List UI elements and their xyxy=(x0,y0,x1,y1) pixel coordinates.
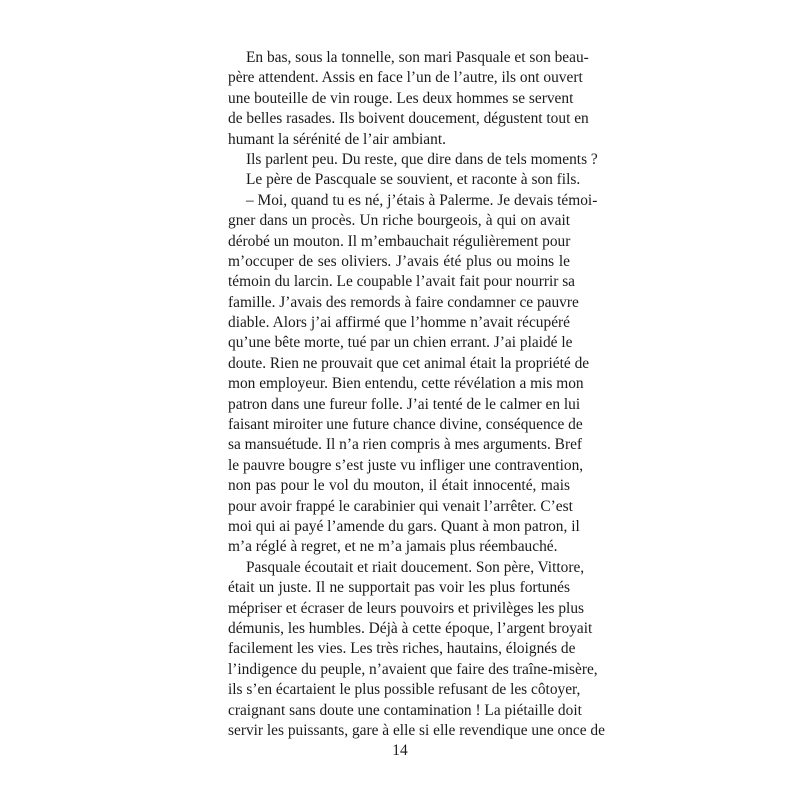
paragraph xyxy=(228,170,581,190)
text-line: – Moi, quand tu es né, j’étais à Palerme. Je devais témoi- xyxy=(246,191,598,209)
paragraph xyxy=(228,150,598,170)
text-line: m’a réglé à regret, et ne m’a jamais plus réembauché. xyxy=(228,538,558,556)
text-line: faisant miroiter une future chance divine, conséquence de xyxy=(228,416,583,434)
paragraph xyxy=(228,558,605,742)
text-line: moi qui ai payé l’amende du gars. Quant à mon patron, il xyxy=(228,517,580,535)
text-line: Ils parlent peu. Du reste, que dire dans de tels moments ? xyxy=(246,150,598,168)
text-line: famille. J’avais des remords à faire condamner ce pauvre xyxy=(228,293,579,311)
text-line: le pauvre bougre s’est juste vu infliger une contravention, xyxy=(228,456,584,474)
text-line: Pasquale écoutait et riait doucement. Son père, Vittore, xyxy=(246,558,585,576)
text-line: ils s’en écartaient le plus possible refusant de les côtoyer, xyxy=(228,681,581,699)
text-line: gner dans un procès. Un riche bourgeois, à qui on avait xyxy=(228,212,570,230)
text-line: témoin du larcin. Le coupable l’avait fait pour nourrir sa xyxy=(228,273,576,291)
text-line: pour avoir frappé le carabinier qui venait l’arrêter. C’est xyxy=(228,497,573,515)
text-line: qu’une bête morte, tué par un chien errant. J’ai plaidé le xyxy=(228,334,573,352)
paragraph xyxy=(228,48,589,150)
text-line: dérobé un mouton. Il m’embauchait régulièrement pour xyxy=(228,232,571,250)
text-line: m’occuper de ses oliviers. J’avais été plus ou moins le xyxy=(228,252,570,270)
text-line: père attendent. Assis en face l’un de l’autre, ils ont ouvert xyxy=(228,69,583,87)
text-line: doute. Rien ne prouvait que cet animal était la propriété de xyxy=(228,354,590,372)
page-number: 14 xyxy=(392,742,408,759)
text-line: l’indigence du peuple, n’avaient que faire des traîne-misère, xyxy=(228,660,598,678)
text-line: En bas, sous la tonnelle, son mari Pasquale et son beau- xyxy=(246,49,589,66)
text-line: de belles rasades. Ils boivent doucement, dégustent tout en xyxy=(228,110,589,128)
text-line: craignant sans doute une contamination ! La piétaille doit xyxy=(228,701,582,719)
text-line: une bouteille de vin rouge. Les deux hommes se servent xyxy=(228,89,574,107)
text-line: facilement les vies. Les très riches, hautains, éloignés de xyxy=(228,640,576,658)
text-line: diable. Alors j’ai affirmé que l’homme n’avait récupéré xyxy=(228,314,570,332)
text-line: Le père de Pascquale se souvient, et raconte à son fils. xyxy=(246,171,581,189)
text-line: patron dans une fureur folle. J’ai tenté de le calmer en lui xyxy=(228,395,581,413)
text-line: servir les puissants, gare à elle si elle revendique une once de xyxy=(228,721,605,739)
text-line: démunis, les humbles. Déjà à cette époque, l’argent broyait xyxy=(228,619,593,637)
text-line: était un juste. Il ne supportait pas voir les plus fortunés xyxy=(228,579,570,597)
text-line: mépriser et écraser de leurs pouvoirs et privilèges les plus xyxy=(228,599,585,617)
text-line: non pas pour le vol du mouton, il était innocenté, mais xyxy=(228,477,570,495)
text-line: sa mansuétude. Il n’a rien compris à mes arguments. Bref xyxy=(228,436,583,454)
text-line: mon employeur. Bien entendu, cette révélation a mis mon xyxy=(228,375,584,393)
body-text xyxy=(228,48,605,741)
text-line: humant la sérénité de l’air ambiant. xyxy=(228,130,446,148)
paragraph xyxy=(228,191,598,558)
